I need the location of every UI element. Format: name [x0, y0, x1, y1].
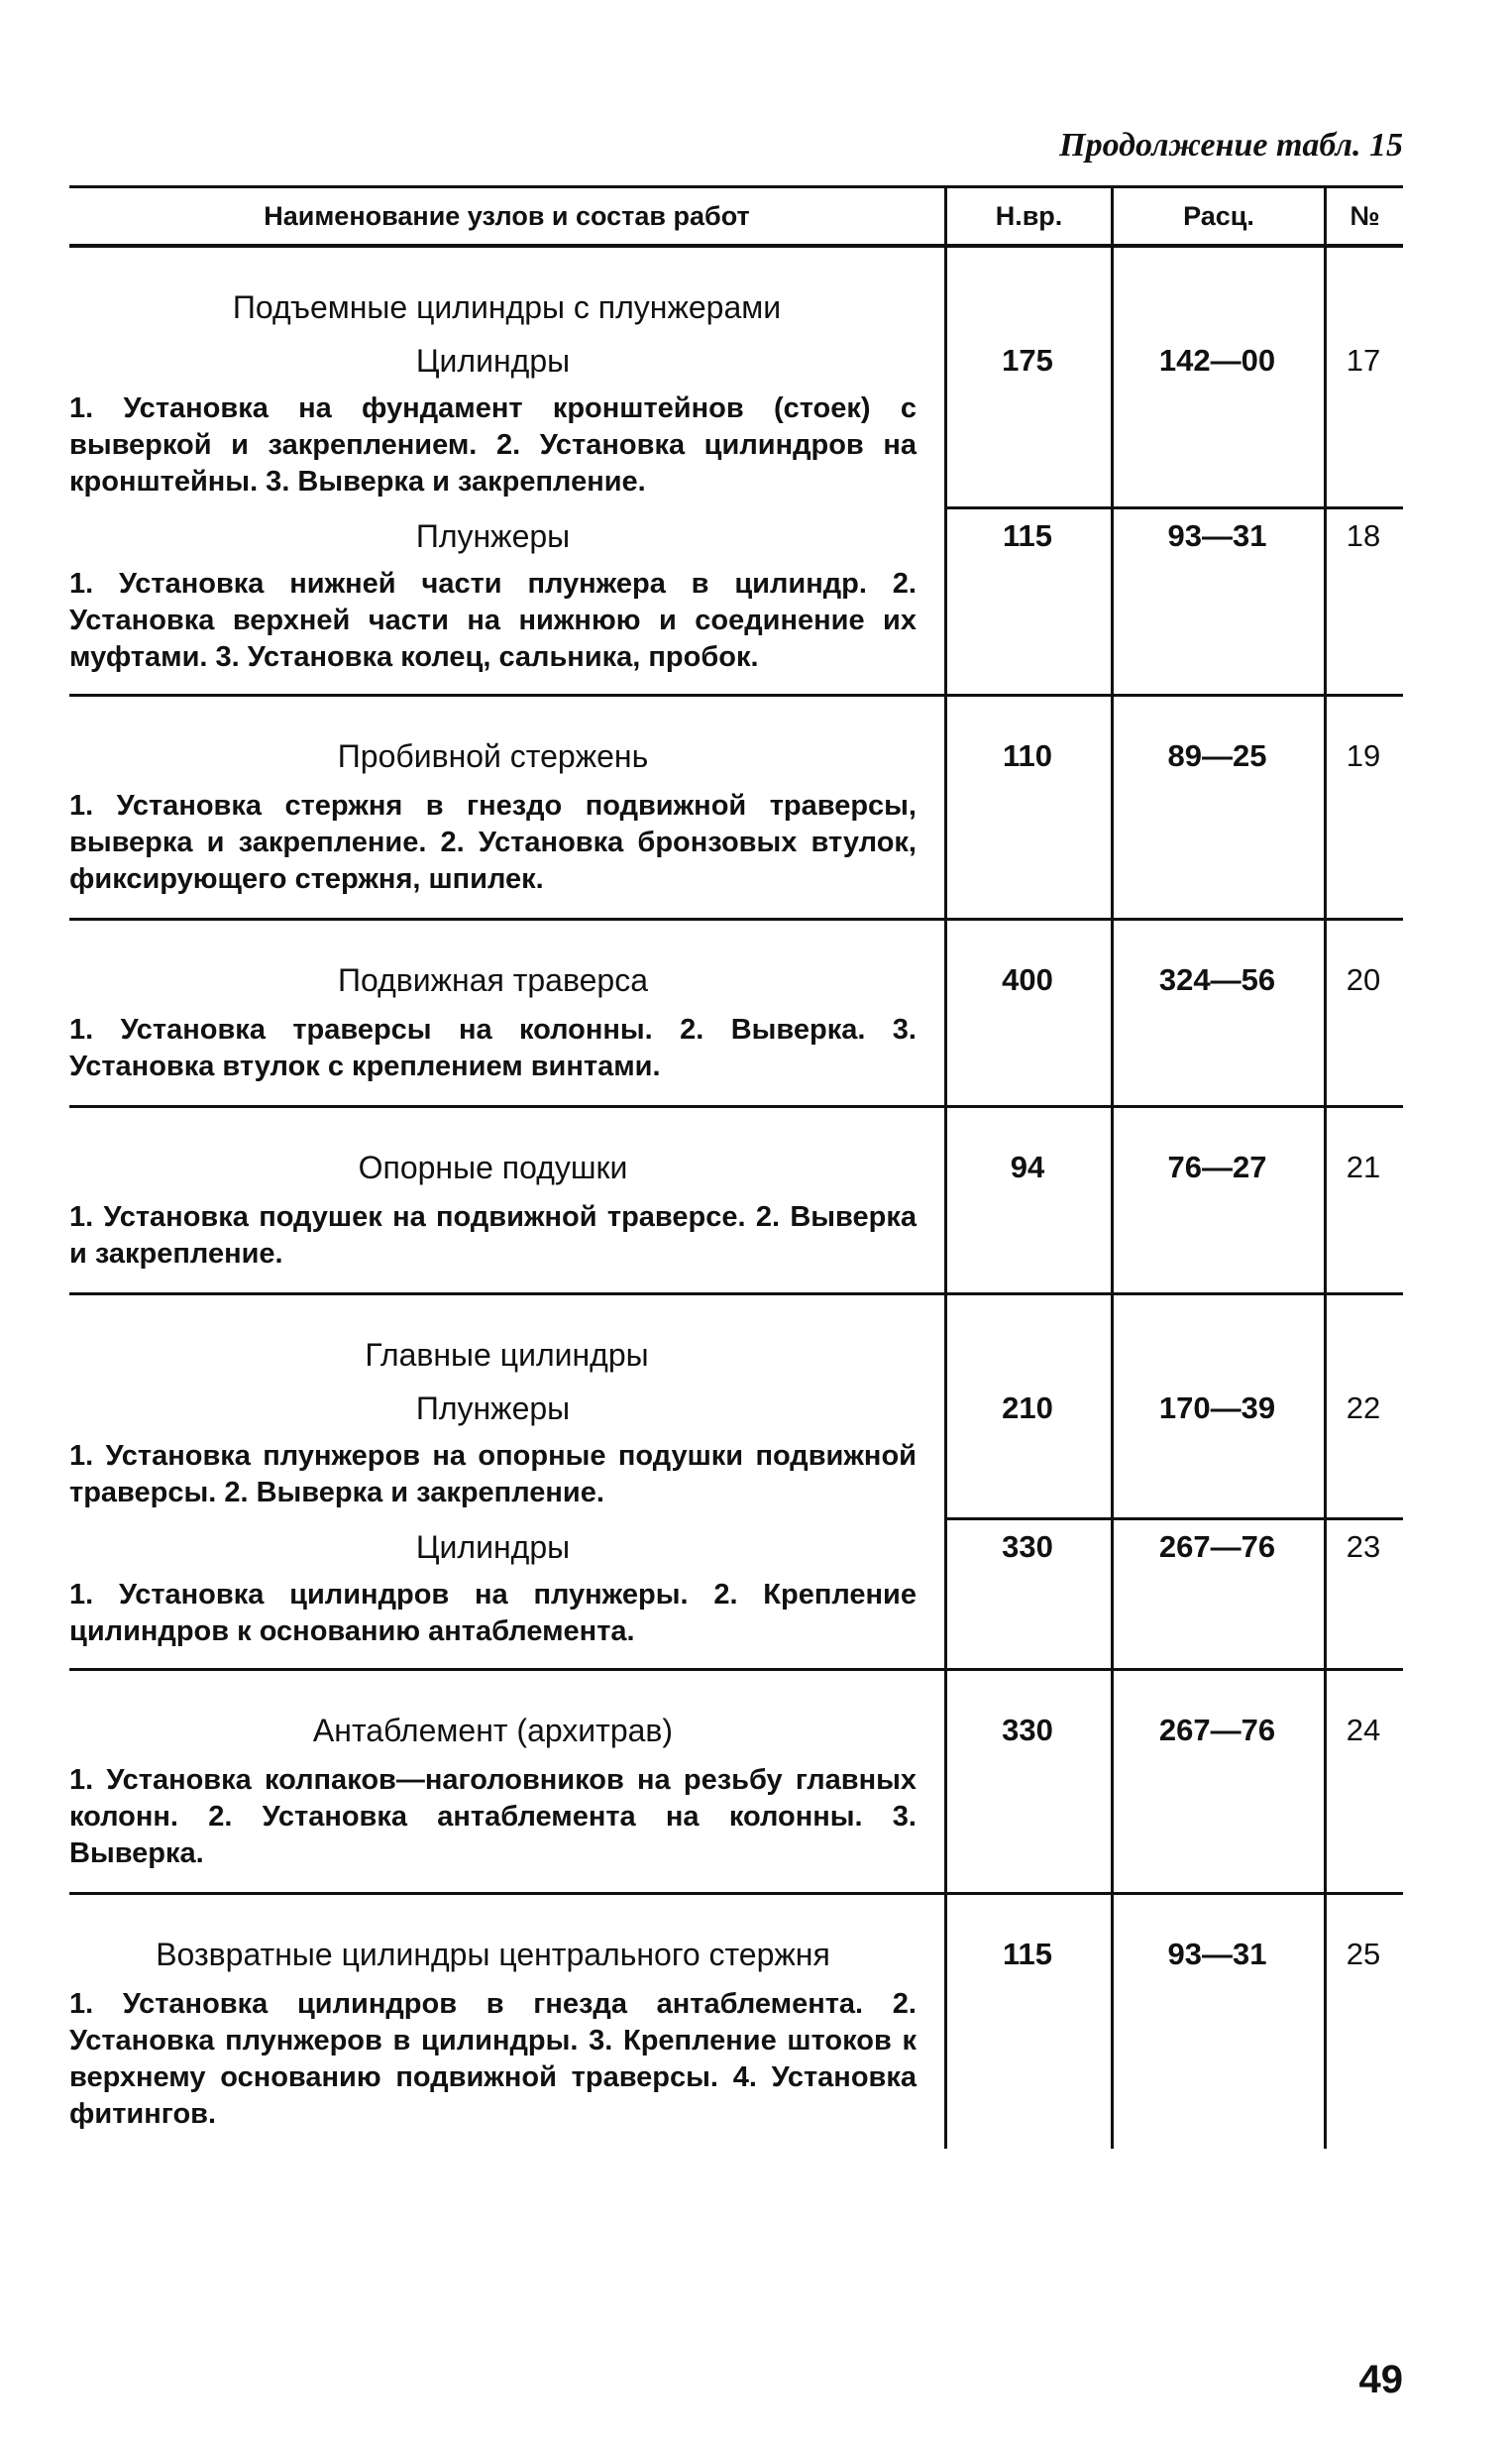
row-num: 21	[1346, 1150, 1381, 1184]
row-rate: 93—31	[1167, 1937, 1267, 1971]
row-rate: 89—25	[1167, 738, 1267, 773]
row-text: 1. Установка стержня в гнездо подвижной траверсы, выверка и закрепление. 2. Установка бронзовых втулок, фиксирующего стержня, шпилек.	[69, 790, 917, 895]
row-norm: 175	[1002, 343, 1053, 378]
row-rate: 324—56	[1158, 962, 1276, 997]
row-num: 20	[1346, 962, 1381, 997]
table-continuation-label: Продолжение табл. 15	[1059, 127, 1403, 164]
row-text: 1. Установка нижней части плунжера в цилиндр. 2. Установка верхней части на нижнюю и соединение их муфтами. 3. Установка колец, сальника, пробок.	[69, 568, 917, 673]
table-row	[69, 514, 1403, 676]
row-norm: 330	[1002, 1529, 1053, 1564]
table-section	[69, 697, 1403, 921]
section-title: Опорные подушки	[358, 1150, 628, 1185]
row-num: 25	[1346, 1937, 1381, 1971]
table-section	[69, 1895, 1403, 2149]
row-rate: 76—27	[1167, 1150, 1267, 1184]
table-section	[69, 1295, 1403, 1671]
section-title: Подвижная траверса	[337, 962, 648, 998]
row-rate: 267—76	[1158, 1529, 1276, 1564]
table-section	[69, 248, 1403, 697]
header-norm: Н.вр.	[944, 188, 1111, 244]
row-subtitle: Цилиндры	[415, 343, 571, 379]
row-subtitle: Плунжеры	[415, 518, 571, 554]
table-section	[69, 1671, 1403, 1895]
section-title: Возвратные цилиндры центрального стержня	[156, 1937, 830, 1972]
row-subtitle: Цилиндры	[415, 1529, 571, 1565]
table-row	[69, 1525, 1403, 1650]
header-num: №	[1324, 188, 1403, 244]
row-text: 1. Установка колпаков—наголовников на резьбу главных колонн. 2. Установка антаблемента на колонны. 3. Выверка.	[69, 1764, 917, 1869]
row-text: 1. Установка плунжеров на опорные подушки подвижной траверсы. 2. Выверка и закрепление.	[69, 1440, 917, 1508]
section-title: Подъемные цилиндры с плунжерами	[232, 289, 782, 325]
table-row	[69, 734, 1403, 898]
row-text: 1. Установка траверсы на колонны. 2. Выверка. 3. Установка втулок с креплением винтами.	[69, 1014, 917, 1082]
section-title: Главные цилиндры	[365, 1337, 649, 1373]
row-text: 1. Установка на фундамент кронштейнов (стоек) с выверкой и закреплением. 2. Установка цилиндров на кронштейны. 3. Выверка и закрепление.	[69, 392, 917, 498]
row-text: 1. Установка подушек на подвижной траверсе. 2. Выверка и закрепление.	[69, 1201, 917, 1270]
row-num: 19	[1346, 738, 1381, 773]
row-rate: 267—76	[1158, 1713, 1276, 1747]
page-number: 49	[1358, 2358, 1403, 2401]
row-norm: 115	[1002, 1937, 1052, 1971]
table-row	[69, 1709, 1403, 1872]
row-norm: 400	[1002, 962, 1053, 997]
row-num: 18	[1346, 518, 1381, 553]
table-row	[69, 339, 1403, 500]
table-header	[69, 188, 1403, 248]
row-text: 1. Установка цилиндров на плунжеры. 2. Крепление цилиндров к основанию антаблемента.	[69, 1579, 917, 1647]
table-row	[69, 958, 1403, 1085]
row-text: 1. Установка цилиндров в гнезда антаблемента. 2. Установка плунжеров в цилиндры. 3. Крепление штоков к верхнему основанию подвижной траверсы. 4. Установка фитингов.	[69, 1988, 917, 2130]
table-section	[69, 921, 1403, 1108]
row-num: 22	[1346, 1390, 1381, 1425]
row-norm: 210	[1002, 1390, 1053, 1425]
table-row	[69, 1933, 1403, 2133]
row-rate: 93—31	[1167, 518, 1267, 553]
section-title: Пробивной стержень	[337, 738, 649, 774]
row-norm: 94	[1010, 1150, 1045, 1184]
row-subtitle: Плунжеры	[415, 1390, 571, 1426]
row-rate: 170—39	[1158, 1390, 1276, 1425]
section-title: Антаблемент (архитрав)	[312, 1713, 674, 1748]
table-row	[69, 1146, 1403, 1273]
row-norm: 110	[1002, 738, 1052, 773]
row-num: 17	[1346, 343, 1381, 378]
row-norm: 330	[1002, 1713, 1053, 1747]
work-table	[69, 185, 1403, 2149]
header-rate: Расц.	[1111, 188, 1324, 244]
table-section	[69, 1108, 1403, 1295]
header-name: Наименование узлов и состав работ	[264, 200, 750, 231]
table-row	[69, 1387, 1403, 1511]
row-norm: 115	[1002, 518, 1052, 553]
row-rate: 142—00	[1158, 343, 1276, 378]
row-num: 24	[1346, 1713, 1381, 1747]
row-num: 23	[1346, 1529, 1381, 1564]
